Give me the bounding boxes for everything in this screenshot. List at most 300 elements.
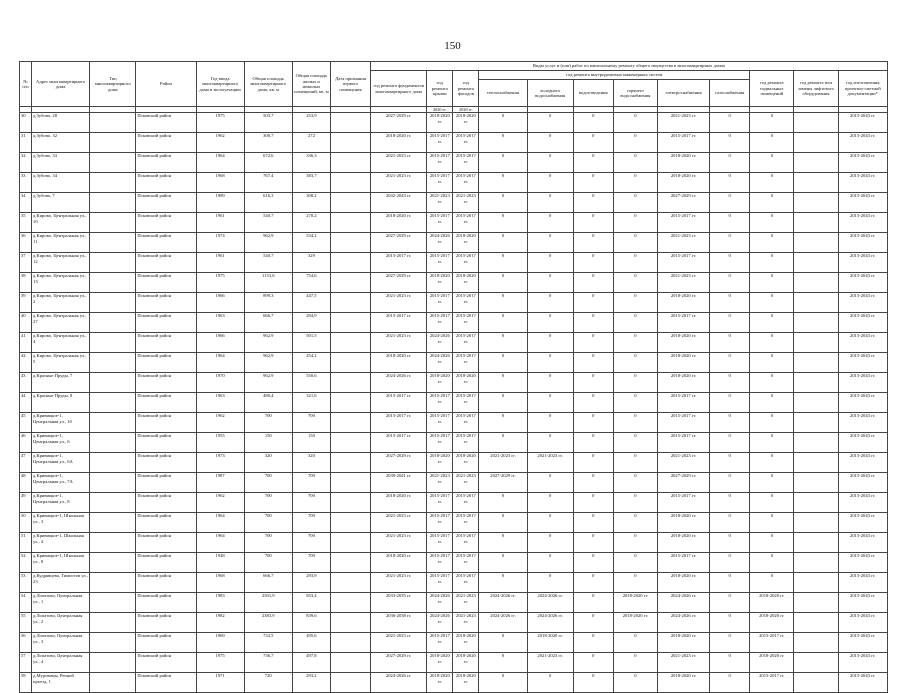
cell-docs: 2015-2043 гг. [838,133,887,153]
cell-living-area: 383,7 [292,173,330,193]
cell-facade: 2015-2017 гг. [453,413,479,433]
cell-address: д.Кирово, Центральная ул., 13 [32,273,90,293]
cell-type [90,673,136,693]
cell-cold-water: 0 [527,353,573,373]
cell-electric: 2021-2023 гг. [657,113,709,133]
cell-hot-water: 0 [613,213,657,233]
cell-priority-date [330,533,370,553]
cell-address: д.Кривицкое-1, Центральная ул., 6А [32,453,90,473]
cell-heat: 0 [479,173,527,193]
cell-drain: 0 [573,653,613,673]
cell-basement: 0 [750,213,794,233]
cell-total-area: 700 [244,513,292,533]
cell-living-area: 700 [292,413,330,433]
table-row [20,633,888,653]
cell-cold-water: 2024-2026 гг. [527,593,573,613]
cell-year: 1975 [196,113,244,133]
cell-living-area: 336,3 [292,153,330,173]
cell-year: 1964 [196,533,244,553]
cell-heat: 0 [479,233,527,253]
cell-address: д.Зубово, 34 [32,173,90,193]
cell-hot-water: 0 [613,133,657,153]
cell-num: 54 [20,593,32,613]
cell-total-area: 666,7 [244,573,292,593]
cell-heat: 0 [479,393,527,413]
cell-facade: 2015-2017 гг. [453,553,479,573]
cell-drain: 0 [573,373,613,393]
cell-heat: 0 [479,133,527,153]
cell-living-area: 497,8 [292,653,330,673]
cell-cold-water: 0 [527,193,573,213]
cell-basement: 0 [750,153,794,173]
cell-num: 41 [20,333,32,353]
cell-total-area: 700 [244,553,292,573]
cell-gas: 0 [710,213,750,233]
cell-total-area: 2383,9 [244,613,292,633]
cell-living-area: 272 [292,133,330,153]
cell-basement: 0 [750,113,794,133]
cell-facade: 2015-2017 гг. [453,353,479,373]
cell-drain: 0 [573,633,613,653]
cell-electric: 2018-2020 гг. [657,513,709,533]
table-row [20,393,888,413]
cell-elevator [794,673,838,693]
cell-electric: 2018-2020 гг. [657,573,709,593]
cell-elevator [794,553,838,573]
register-table-wrapper [19,61,888,684]
cell-address: д.Кирово, Центральная ул., 10 [32,213,90,233]
cell-priority-date [330,653,370,673]
header-num: № п/п [20,62,32,107]
cell-district: Псковский район [136,533,196,553]
cell-foundation: 2021-2023 гг. [371,533,427,553]
cell-docs: 2015-2043 гг. [838,533,887,553]
cell-total-area: 666,7 [244,313,292,333]
cell-hot-water: 0 [613,193,657,213]
cell-roof: 2015-2017 гг. [427,293,453,313]
cell-num: 31 [20,133,32,153]
cell-hot-water: 0 [613,493,657,513]
cell-num: 30 [20,113,32,133]
cell-elevator [794,233,838,253]
table-row [20,193,888,213]
cell-roof: 2024-2026 гг. [427,333,453,353]
cell-cold-water: 2024-2026 гг. [527,613,573,633]
cell-cold-water: 0 [527,413,573,433]
cell-docs: 2015-2043 гг. [838,113,887,133]
cell-facade: 2015-2017 гг. [453,333,479,353]
header-type: Тип многоквартирного дома [90,62,136,107]
cell-num: 45 [20,413,32,433]
cell-electric: 2018-2020 гг. [657,173,709,193]
cell-drain: 0 [573,393,613,413]
cell-docs: 2015-2043 гг. [838,553,887,573]
cell-cold-water: 0 [527,173,573,193]
cell-drain: 0 [573,293,613,313]
cell-cold-water: 0 [527,153,573,173]
cell-hot-water: 0 [613,453,657,473]
cell-drain: 0 [573,413,613,433]
cell-gas: 0 [710,113,750,133]
cell-year: 1968 [196,173,244,193]
cell-address: д.Кирово, Центральная ул., 12 [32,253,90,273]
cell-priority-date [330,213,370,233]
cell-gas: 0 [710,573,750,593]
cell-foundation: 2027-2029 гг. [371,273,427,293]
cell-basement: 2018-2020 гг. [750,613,794,633]
table-row [20,573,888,593]
cell-elevator [794,613,838,633]
cell-type [90,513,136,533]
cell-elevator [794,113,838,133]
cell-facade: 2018-2020 гг. [453,233,479,253]
cell-type [90,633,136,653]
cell-foundation: 2042-2043 гг. [371,193,427,213]
table-row [20,233,888,253]
page-number: 150 [444,40,461,52]
cell-type [90,353,136,373]
cell-electric: 2021-2023 гг. [657,273,709,293]
cell-cold-water: 0 [527,253,573,273]
cell-year: 1963 [196,393,244,413]
cell-hot-water: 0 [613,233,657,253]
cell-foundation: 2018-2020 гг. [371,133,427,153]
cell-facade: 2015-2017 гг. [453,213,479,233]
cell-roof: 2015-2017 гг. [427,513,453,533]
table-row [20,613,888,633]
cell-total-area: 503,7 [244,113,292,133]
header-district: Район [136,62,196,107]
cell-living-area: 534,2 [292,233,330,253]
cell-district: Псковский район [136,233,196,253]
cell-elevator [794,373,838,393]
cell-year: 1987 [196,473,244,493]
cell-cold-water: 0 [527,233,573,253]
cell-cold-water: 0 [527,213,573,233]
cell-district: Псковский район [136,433,196,453]
cell-priority-date [330,313,370,333]
cell-living-area: 321,6 [292,393,330,413]
cell-foundation: 2018-2020 гг. [371,213,427,233]
cell-roof: 2015-2017 гг. [427,573,453,593]
cell-year: 1961 [196,253,244,273]
cell-foundation: 2027-2029 гг. [371,113,427,133]
cell-address: д.Красные Пруды, 8 [32,393,90,413]
cell-drain: 0 [573,553,613,573]
cell-cold-water: 0 [527,673,573,693]
header-total-area: Общая площадь многоквартирного дома, кв. м [244,62,292,107]
cell-district: Псковский район [136,393,196,413]
cell-elevator [794,173,838,193]
cell-facade: 2021-2023 гг. [453,473,479,493]
cell-drain: 0 [573,573,613,593]
cell-hot-water: 0 [613,273,657,293]
cell-priority-date [330,473,370,493]
cell-elevator [794,493,838,513]
cell-electric: 2015-2017 гг. [657,253,709,273]
cell-heat: 0 [479,413,527,433]
table-row [20,313,888,333]
cell-roof: 2015-2017 гг. [427,313,453,333]
cell-drain: 0 [573,333,613,353]
cell-num: 43 [20,373,32,393]
header-year: Год ввода многоквартирного дома в эксплуатацию [196,62,244,107]
cell-num: 49 [20,493,32,513]
cell-elevator [794,313,838,333]
cell-type [90,233,136,253]
cell-type [90,373,136,393]
cell-type [90,113,136,133]
cell-total-area: 540,7 [244,213,292,233]
cell-electric: 2021-2023 гг. [657,453,709,473]
cell-elevator [794,453,838,473]
table-row [20,413,888,433]
cell-num: 33 [20,173,32,193]
cell-hot-water: 0 [613,333,657,353]
cell-num: 52 [20,553,32,573]
cell-priority-date [330,373,370,393]
cell-foundation: 2015-2017 гг. [371,253,427,273]
cell-total-area: 736,7 [244,653,292,673]
cell-cold-water: 2021-2023 гг. [527,453,573,473]
cell-electric: 2015-2017 гг. [657,493,709,513]
cell-num: 36 [20,233,32,253]
cell-basement: 0 [750,433,794,453]
cell-hot-water: 0 [613,673,657,693]
cell-gas: 0 [710,253,750,273]
cell-drain: 0 [573,173,613,193]
cell-year: 1948 [196,553,244,573]
cell-roof: 2018-2020 гг. [427,373,453,393]
cell-priority-date [330,593,370,613]
cell-address: д.Зубово, 28 [32,113,90,133]
cell-gas: 0 [710,193,750,213]
cell-hot-water: 0 [613,393,657,413]
table-row [20,373,888,393]
cell-year: 1973 [196,453,244,473]
cell-hot-water: 2018-2020 гг. [613,613,657,633]
cell-priority-date [330,553,370,573]
cell-elevator [794,333,838,353]
cell-docs: 2015-2043 гг. [838,353,887,373]
cell-gas: 0 [710,353,750,373]
header-cold-water: холодного водоснабжения [527,80,573,107]
cell-cold-water: 0 [527,493,573,513]
cell-hot-water: 0 [613,413,657,433]
cell-total-area: 767,4 [244,173,292,193]
cell-basement: 0 [750,473,794,493]
cell-gas: 0 [710,533,750,553]
cell-num: 39 [20,293,32,313]
cell-facade: 2015-2017 гг. [453,513,479,533]
cell-hot-water: 0 [613,553,657,573]
cell-docs: 2015-2043 гг. [838,253,887,273]
cell-docs: 2015-2043 гг. [838,613,887,633]
cell-cold-water: 2021-2023 гг. [527,653,573,673]
cell-total-area: 899,3 [244,293,292,313]
cell-foundation: 2027-2029 гг. [371,233,427,253]
cell-living-area: 329 [292,253,330,273]
cell-num: 42 [20,353,32,373]
cell-address: д.Муровицы, Речной проезд, 1 [32,673,90,693]
cell-facade: 2015-2017 гг. [453,133,479,153]
cell-roof: 2024-2026 гг. [427,353,453,373]
cell-district: Псковский район [136,453,196,473]
cell-roof: 2015-2017 гг. [427,413,453,433]
cell-district: Псковский район [136,613,196,633]
cell-electric: 2018-2020 гг. [657,333,709,353]
cell-basement: 0 [750,233,794,253]
cell-address: д.Лопатово, Центральная ул., 2 [32,613,90,633]
cell-basement: 0 [750,573,794,593]
cell-total-area: 700 [244,413,292,433]
cell-gas: 0 [710,233,750,253]
cell-electric: 2015-2017 гг. [657,413,709,433]
cell-hot-water: 0 [613,153,657,173]
cell-gas: 0 [710,293,750,313]
cell-heat: 2027-2029 гг. [479,473,527,493]
cell-electric: 2018-2020 гг. [657,533,709,553]
cell-type [90,553,136,573]
cell-basement: 0 [750,293,794,313]
cell-facade: 2021-2023 гг. [453,193,479,213]
cell-living-area: 293,9 [292,573,330,593]
cell-living-area: 754,6 [292,273,330,293]
cell-hot-water: 0 [613,173,657,193]
cell-electric: 2015-2017 гг. [657,553,709,573]
cell-gas: 0 [710,593,750,613]
cell-heat: 0 [479,513,527,533]
cell-living-area: 501,5 [292,333,330,353]
cell-num: 38 [20,273,32,293]
cell-district: Псковский район [136,213,196,233]
cell-facade: 2015-2017 гг. [453,533,479,553]
cell-address: д.Кривицкое-1, Центральная ул., 10 [32,413,90,433]
cell-elevator [794,633,838,653]
cell-priority-date [330,253,370,273]
cell-roof: 2018-2020 гг. [427,113,453,133]
cell-num: 50 [20,513,32,533]
cell-gas: 0 [710,333,750,353]
capital-repair-table [19,61,888,693]
cell-address: д.Лопатово, Центральная ул., 4 [32,653,90,673]
cell-living-area: 150 [292,433,330,453]
cell-year: 1975 [196,653,244,673]
cell-foundation: 2018-2020 гг. [371,553,427,573]
cell-cold-water: 0 [527,533,573,553]
cell-basement: 0 [750,313,794,333]
table-row [20,493,888,513]
cell-total-area: 962,9 [244,353,292,373]
header-elevator: год ремонта или замены лифтового оборудования [794,71,838,107]
cell-elevator [794,153,838,173]
cell-year: 1989 [196,193,244,213]
cell-foundation: 2021-2023 гг. [371,153,427,173]
table-row [20,113,888,133]
table-row [20,473,888,493]
cell-roof: 2015-2017 гг. [427,253,453,273]
cell-facade: 2018-2020 гг. [453,673,479,693]
cell-num: 56 [20,633,32,653]
cell-address: д.Кирово, Центральная ул., 27 [32,313,90,333]
cell-num: 55 [20,613,32,633]
cell-living-area: 853,4 [292,593,330,613]
cell-basement: 2015-2017 гг. [750,633,794,653]
cell-type [90,573,136,593]
cell-elevator [794,413,838,433]
cell-docs: 2015-2043 гг. [838,653,887,673]
cell-roof: 2015-2017 гг. [427,393,453,413]
cell-facade: 2015-2017 гг. [453,313,479,333]
cell-foundation: 2015-2017 гг. [371,413,427,433]
cell-basement: 2018-2020 гг. [750,593,794,613]
cell-docs: 2015-2043 гг. [838,593,887,613]
cell-foundation: 2027-2029 гг. [371,453,427,473]
cell-drain: 0 [573,213,613,233]
cell-drain: 0 [573,353,613,373]
cell-cold-water: 0 [527,113,573,133]
cell-hot-water: 0 [613,653,657,673]
cell-year: 1970 [196,373,244,393]
cell-roof: 2015-2017 гг. [427,533,453,553]
cell-electric: 2015-2017 гг. [657,213,709,233]
cell-foundation: 2018-2020 гг. [371,353,427,373]
cell-heat: 0 [479,633,527,653]
cell-type [90,253,136,273]
table-row [20,133,888,153]
cell-cold-water: 0 [527,313,573,333]
cell-year: 1966 [196,293,244,313]
cell-foundation: 2033-2035 гг. [371,593,427,613]
cell-address: д.Лопатово, Центральная ул., 1 [32,593,90,613]
cell-address: д.Кирово, Центральная ул., 5 [32,353,90,373]
table-row [20,553,888,573]
cell-num: 48 [20,473,32,493]
cell-facade: 2018-2020 гг. [453,633,479,653]
cell-total-area: 672,6 [244,153,292,173]
cell-foundation: 2027-2029 гг. [371,653,427,673]
cell-gas: 0 [710,153,750,173]
cell-living-area: 700 [292,533,330,553]
cell-roof: 2021-2023 гг. [427,473,453,493]
header-electric: электроснабжения [657,80,709,107]
cell-hot-water: 0 [613,293,657,313]
cell-cold-water: 0 [527,553,573,573]
cell-living-area: 294,9 [292,313,330,333]
cell-address: д.Зубово, 32 [32,133,90,153]
cell-priority-date [330,353,370,373]
cell-elevator [794,273,838,293]
cell-gas: 0 [710,553,750,573]
cell-year: 1964 [196,153,244,173]
cell-basement: 0 [750,373,794,393]
cell-year: 1971 [196,673,244,693]
cell-num: 47 [20,453,32,473]
cell-gas: 0 [710,433,750,453]
cell-basement: 0 [750,253,794,273]
cell-heat: 0 [479,673,527,693]
cell-type [90,413,136,433]
cell-facade: 2015-2017 гг. [453,253,479,273]
cell-type [90,293,136,313]
cell-drain: 0 [573,613,613,633]
cell-priority-date [330,193,370,213]
cell-docs: 2015-2043 гг. [838,313,887,333]
cell-gas: 0 [710,313,750,333]
cell-foundation: 2024-2026 гг. [371,673,427,693]
cell-hot-water: 0 [613,633,657,653]
cell-roof: 2018-2020 гг. [427,653,453,673]
